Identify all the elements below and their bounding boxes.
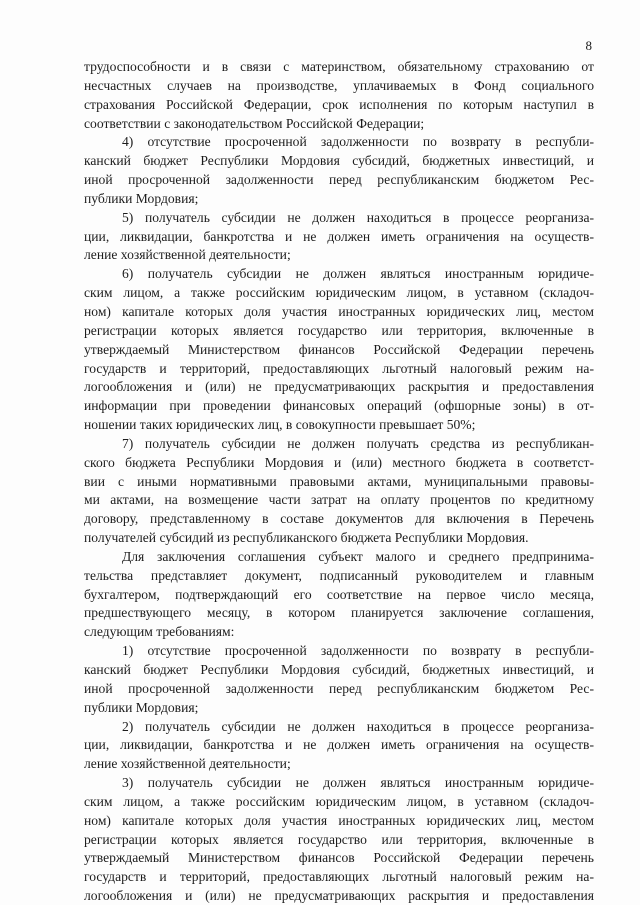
text-line: ношении таких юридических лиц, в совокупности превышает 50%;	[84, 417, 476, 433]
text-line: ского бюджета Республики Мордовия и (или) местного бюджета в соответст-	[84, 454, 594, 470]
text-line: 7) получатель субсидии не должен получать средства из республикан-	[122, 435, 594, 451]
text-line: несчастных случаев на производстве, уплачиваемых в Фонд социального	[84, 77, 594, 93]
text-line: регистрации которых является государство или территория, включенные в	[84, 322, 594, 338]
text-line: регистрации которых является государство или территория, включенные в	[84, 831, 594, 847]
text-line: ции, ликвидации, банкротства и не должен иметь ограничения на осуществ-	[84, 228, 594, 244]
text-line: публики Мордовия;	[84, 699, 199, 715]
text-line: логообложения и (или) не предусматривающих раскрытия и предоставления	[84, 888, 594, 904]
text-line: следующим требованиям:	[84, 624, 235, 640]
text-line: 1) отсутствие просроченной задолженности по возврату в республи-	[122, 643, 594, 659]
text-line: информации при проведении финансовых операций (офшорные зоны) в от-	[84, 398, 594, 414]
text-line: договору, представленному в составе документов для включения в Перечень	[84, 511, 594, 527]
text-line: страхования Российской Федерации, срок исполнения по которым наступил в	[84, 96, 594, 112]
text-line: Для заключения соглашения субъект малого и среднего предпринима-	[122, 548, 594, 564]
text-line: утверждаемый Министерством финансов Российской Федерации перечень	[84, 850, 594, 866]
body-text	[84, 58, 594, 906]
page-number: 8	[585, 38, 592, 53]
text-line: иной просроченной задолженности перед республиканским бюджетом Рес-	[84, 172, 594, 188]
text-line: предшествующего месяцу, в котором планируется заключение соглашения,	[84, 605, 594, 621]
text-line: ление хозяйственной деятельности;	[84, 247, 291, 263]
text-line: логообложения и (или) не предусматривающих раскрытия и предоставления	[84, 379, 594, 395]
text-line: ским лицом, а также российским юридическим лицом, в уставном (складоч-	[84, 793, 594, 809]
text-line: ном) капитале которых доля участия иностранных юридических лиц, местом	[84, 812, 594, 828]
text-line: утверждаемый Министерством финансов Российской Федерации перечень	[84, 341, 594, 357]
text-line: ном) капитале которых доля участия иностранных юридических лиц, местом	[84, 303, 594, 319]
text-line: ми актами, на возмещение части затрат на оплату процентов по кредитному	[84, 492, 594, 508]
text-line: государств и территорий, предоставляющих льготный налоговый режим на-	[84, 869, 594, 885]
text-line: трудоспособности и в связи с материнством, обязательному страхованию от	[84, 59, 594, 74]
text-line: ским лицом, а также российским юридическим лицом, в уставном (складоч-	[84, 285, 594, 301]
text-line: 6) получатель субсидии не должен являться иностранным юридиче-	[122, 266, 594, 282]
text-line: канский бюджет Республики Мордовия субсидий, бюджетных инвестиций, и	[84, 662, 594, 677]
text-line: канский бюджет Республики Мордовия субсидий, бюджетных инвестиций, и	[84, 153, 594, 169]
text-line: иной просроченной задолженности перед республиканским бюджетом Рес-	[84, 680, 594, 696]
text-line: государств и территорий, предоставляющих льготный налоговый режим на-	[84, 360, 594, 376]
text-line: тельства представляет документ, подписанный руководителем и главным	[84, 567, 594, 583]
text-line: вии с иными нормативными правовыми актами, муниципальными правовы-	[84, 473, 594, 489]
text-line: 5) получатель субсидии не должен находиться в процессе реорганиза-	[122, 209, 594, 225]
text-line: бухгалтером, подтверждающий его соответствие на первое число месяца,	[84, 586, 594, 602]
text-line: ление хозяйственной деятельности;	[84, 756, 291, 772]
text-line: 2) получатель субсидии не должен находиться в процессе реорганиза-	[122, 718, 594, 734]
text-line: публики Мордовия;	[84, 190, 199, 206]
text-line: соответствии с законодательством Российской Федерации;	[84, 115, 425, 131]
text-line: 3) получатель субсидии не должен являться иностранным юридиче-	[122, 775, 594, 791]
text-line: получателей субсидий из республиканского бюджета Республики Мордовия.	[84, 530, 529, 546]
text-line: ции, ликвидации, банкротства и не должен иметь ограничения на осуществ-	[84, 737, 594, 753]
text-line: 4) отсутствие просроченной задолженности по возврату в республи-	[122, 134, 594, 150]
